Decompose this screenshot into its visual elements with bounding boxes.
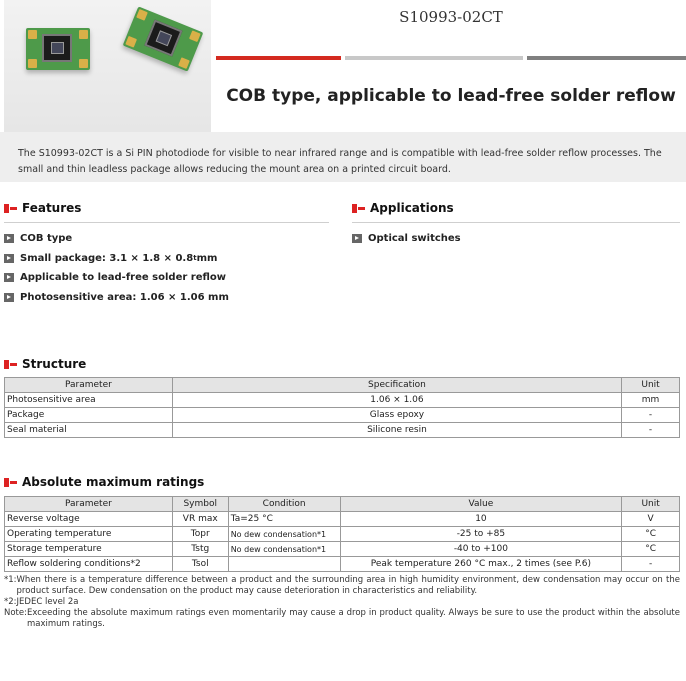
table-cell: No dew condensation*1 bbox=[228, 542, 340, 557]
section-marker-icon bbox=[4, 359, 18, 370]
table-cell: Seal material bbox=[5, 423, 173, 438]
table-cell: Package bbox=[5, 408, 173, 423]
footnote bbox=[4, 608, 680, 630]
part-number: S10993-02CT bbox=[399, 8, 503, 26]
photodiode-chip-angled bbox=[123, 6, 204, 71]
structure-table bbox=[4, 377, 680, 438]
column-header: Specification bbox=[172, 378, 621, 393]
arrow-bullet-icon bbox=[4, 254, 14, 263]
list-item: Photosensitive area: 1.06 × 1.06 mm bbox=[4, 288, 229, 308]
table-cell: 10 bbox=[340, 512, 622, 527]
table-row bbox=[5, 423, 680, 438]
bar-dark bbox=[527, 56, 686, 60]
table-cell: -25 to +85 bbox=[340, 527, 622, 542]
list-item: Optical switches bbox=[352, 229, 461, 249]
table-cell: Glass epoxy bbox=[172, 408, 621, 423]
features-list bbox=[4, 229, 229, 307]
table-cell: Reflow soldering conditions*2 bbox=[5, 557, 173, 572]
table-row bbox=[5, 393, 680, 408]
abs-max-table bbox=[4, 496, 680, 572]
footnote-key: *1: bbox=[4, 575, 17, 585]
table-header-row bbox=[5, 378, 680, 393]
list-item: Small package: 3.1 × 1.8 × 0.8 t mm bbox=[4, 249, 229, 269]
table-row bbox=[5, 542, 680, 557]
table-cell: °C bbox=[622, 527, 680, 542]
bar-red bbox=[216, 56, 341, 60]
table-row bbox=[5, 527, 680, 542]
page-headline: COB type, applicable to lead-free solder reflow bbox=[226, 86, 676, 106]
column-header: Unit bbox=[622, 378, 680, 393]
bar-light bbox=[345, 56, 523, 60]
abs-max-heading bbox=[4, 475, 204, 489]
table-row bbox=[5, 512, 680, 527]
table-cell: No dew condensation*1 bbox=[228, 527, 340, 542]
table-cell: Peak temperature 260 °C max., 2 times (see P.6) bbox=[340, 557, 622, 572]
applications-heading bbox=[352, 201, 454, 215]
abs-max-title: Absolute maximum ratings bbox=[22, 475, 205, 489]
superscript: t bbox=[193, 254, 197, 263]
section-marker-icon bbox=[4, 203, 18, 214]
column-header: Parameter bbox=[5, 497, 173, 512]
table-cell: 1.06 × 1.06 bbox=[172, 393, 621, 408]
footnote bbox=[4, 597, 680, 608]
features-heading bbox=[4, 201, 81, 215]
table-cell: Silicone resin bbox=[172, 423, 621, 438]
footnotes bbox=[4, 575, 680, 630]
arrow-bullet-icon bbox=[352, 234, 362, 243]
table-cell: Tsol bbox=[172, 557, 228, 572]
applications-title: Applications bbox=[370, 201, 454, 215]
table-cell: - bbox=[622, 423, 680, 438]
photodiode-chip-front bbox=[26, 28, 90, 70]
header-color-bars bbox=[216, 56, 686, 60]
table-cell: Topr bbox=[172, 527, 228, 542]
footnote-key: Note: bbox=[4, 608, 27, 618]
column-header: Condition bbox=[228, 497, 340, 512]
table-cell: mm bbox=[622, 393, 680, 408]
table-cell: VR max bbox=[172, 512, 228, 527]
footnote-key: *2: bbox=[4, 597, 17, 607]
product-photo bbox=[4, 0, 211, 132]
table-cell: - bbox=[622, 408, 680, 423]
structure-title: Structure bbox=[22, 357, 87, 371]
table-header-row bbox=[5, 497, 680, 512]
table-cell: V bbox=[622, 512, 680, 527]
column-header: Unit bbox=[622, 497, 680, 512]
footnote-text: Exceeding the absolute maximum ratings even momentarily may cause a drop in product quality. Always be sure to use the product within the absolute maximum ratings. bbox=[27, 608, 680, 629]
column-header: Parameter bbox=[5, 378, 173, 393]
table-cell: Photosensitive area bbox=[5, 393, 173, 408]
applications-divider bbox=[352, 222, 680, 223]
structure-heading bbox=[4, 357, 86, 371]
footnote-text: When there is a temperature difference between a product and the surrounding area in high humidity environment, dew condensation may occur on the product surface. Dew condensation on the product may cause deterioration in characteristics and reliability. bbox=[16, 575, 680, 596]
section-marker-icon bbox=[4, 477, 18, 488]
table-cell: - bbox=[622, 557, 680, 572]
arrow-bullet-icon bbox=[4, 234, 14, 243]
list-item: COB type bbox=[4, 229, 229, 249]
table-cell: Storage temperature bbox=[5, 542, 173, 557]
footnote-text: JEDEC level 2a bbox=[16, 597, 79, 607]
table-cell: -40 to +100 bbox=[340, 542, 622, 557]
table-cell: Reverse voltage bbox=[5, 512, 173, 527]
table-cell: Tstg bbox=[172, 542, 228, 557]
table-cell: Operating temperature bbox=[5, 527, 173, 542]
section-marker-icon bbox=[352, 203, 366, 214]
arrow-bullet-icon bbox=[4, 293, 14, 302]
footnote bbox=[4, 575, 680, 597]
column-header: Symbol bbox=[172, 497, 228, 512]
intro-text: The S10993-02CT is a Si PIN photodiode for visible to near infrared range and is compatible with lead-free solder reflow processes. The small and thin leadless package allows reducing the mount area on a printed circuit board. bbox=[0, 132, 686, 182]
arrow-bullet-icon bbox=[4, 273, 14, 282]
list-item: Applicable to lead-free solder reflow bbox=[4, 268, 229, 288]
table-row bbox=[5, 408, 680, 423]
table-cell bbox=[228, 557, 340, 572]
column-header: Value bbox=[340, 497, 622, 512]
features-title: Features bbox=[22, 201, 82, 215]
table-cell: °C bbox=[622, 542, 680, 557]
table-cell: Ta=25 °C bbox=[228, 512, 340, 527]
applications-list bbox=[352, 229, 461, 249]
table-row bbox=[5, 557, 680, 572]
features-divider bbox=[4, 222, 329, 223]
